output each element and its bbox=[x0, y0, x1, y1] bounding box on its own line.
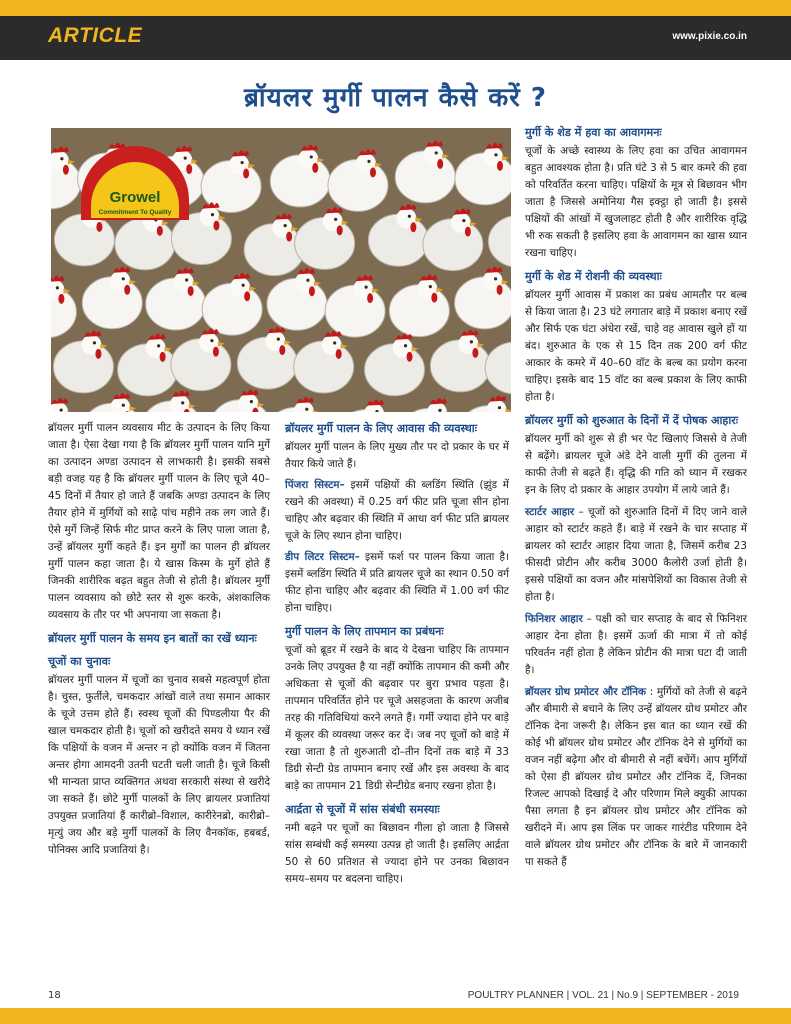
chickens-illustration bbox=[51, 128, 511, 412]
housing-paragraph: ब्रॉयलर मुर्गी पालन के लिए मुख्य तौर पर दो प्रकार के घर में तैयार किये जाते हैं। bbox=[285, 441, 509, 470]
heading-chicks: चूजों का चुनावः bbox=[48, 655, 111, 668]
cage-system-text: इसमें पक्षियों की ब्लडिंग स्थिति (झुंड में रखने की अवस्था) में 0.25 वर्ग फीट प्रति चूजा सीन होना चाहिए और बढ़वार की स्थिति में आधा वर्ग फीट प्रति ब्रायलर चूजे के लिए स्थान होना चाहिए। bbox=[285, 479, 509, 542]
air-paragraph: चूजों के अच्छे स्वास्थ्य के लिए हवा का उचित आवागमन बहुत आवश्यक होता है। प्रति घंटे 3 से 5 बार कमरे की हवा को परिवर्तित करना चाहिए। पक्षियों के मूत्र से बिछावन भीग जाता है जिससे अमोनिया गैस इक्ट्ठा हो जाती है। इससे पक्षियों की आंखों में खुजलाहट होती है और शारीरिक वृद्धि भी रुक सकती है इसलिए हवा के आवागमन का खास ध्यान रखना चाहिए। bbox=[525, 145, 747, 259]
cage-system-paragraph bbox=[285, 477, 509, 545]
column-3 bbox=[525, 124, 747, 871]
section-label: ARTICLE bbox=[48, 24, 143, 47]
starter-label: स्टार्टर आहार bbox=[525, 506, 575, 518]
finisher-paragraph bbox=[525, 611, 747, 679]
starter-text: – चूजों को शुरुआति दिनों में दिए जाने वाले आहार को स्टार्टर कहते हैं। बाड़े में रखने के चार सप्ताह में ब्रायलर को स्टार्टर आहार दिया जाता है, जिसमें करीब 23 फीसदी प्रोटीन और करीब 3000 कैलोरी उर्जा होती है। इससे पक्षियों का वजन और मांसपेशियों का विकास तेजी से होता है। bbox=[525, 506, 748, 603]
website-url[interactable]: www.pixie.co.in bbox=[672, 31, 747, 42]
heading-temperature: मुर्गी पालन के लिए तापमान का प्रबंधनः bbox=[285, 625, 444, 638]
chickens-photo bbox=[51, 128, 511, 412]
temperature-paragraph: चूजों को ब्रूडर में रखने के बाद ये देखना चाहिए कि तापमान उनके लिए उपयुक्त है या नहीं क्योंकि तापमान की कमी और अधिकता से चूजों की बढ़वार पर बुरा प्रभाव पड़ता है। तापमान परिवर्तित होने पर चूजे असहजता के कारण अजीब तरह की गतिविधियां करने लगते हैं। गर्मी ज्यादा होने पर बाड़े में कूलर की व्यवस्था जरूर कर दें। जब नए चूजों को बाड़े में रखा जाता है तो शुरुआती दो–तीन दिनों तक बाड़े में 33 डिग्री सेन्टी ग्रेड तापमान बनाए रखें और इस अवस्था के बाद बाड़े का तापमान 21 डिग्री सेन्टीग्रेड बनाए रखना होता है। bbox=[285, 644, 509, 792]
finisher-label: फिनिशर आहार bbox=[525, 613, 583, 625]
cage-system-label: पिंजरा सिस्टम– bbox=[285, 479, 345, 491]
column-2 bbox=[285, 420, 509, 888]
heading-points: ब्रॉयलर मुर्गी पालन के समय इन बातों का रखें ध्यानः bbox=[48, 632, 257, 645]
finisher-text: – पक्षी को चार सप्ताह के बाद से फिनिशर आहार देना होता है। इसमें ऊर्जा की मात्रा में तो कोई परिवर्तन नहीं होता है लेकिन प्रोटीन की मात्रा घटा दी जाती है। bbox=[525, 613, 748, 676]
issue-info: POULTRY PLANNER | VOL. 21 | No.9 | SEPTEMBER - 2019 bbox=[467, 990, 739, 1001]
heading-light: मुर्गी के शेड में रोशनी की व्यवस्थाः bbox=[525, 270, 662, 283]
page-footer bbox=[0, 986, 791, 1008]
starter-paragraph bbox=[525, 504, 747, 606]
bottom-accent-bar bbox=[0, 1008, 791, 1024]
deep-litter-text: इसमें फर्श पर पालन किया जाता है। इसमें ब्लडिंग स्थिति में प्रति ब्रायलर चूजे का स्थान 0.50 वर्ग फीट होना चाहिए और बढ़वार की स्थिति में 1.00 वर्ग फीट होना चाहिए। bbox=[285, 551, 509, 614]
heading-housing: ब्रॉयलर मुर्गी पालन के लिए आवास की व्यवस्थाः bbox=[285, 422, 477, 435]
chicks-paragraph: ब्रॉयलर मुर्गी पालन में चूजों का चुनाव सबसे महत्वपूर्ण होता है। चुस्त, फुर्तीले, चमकदार आंखों वाले तथा समान आकार के चूजे उत्तम होते हैं। स्वस्थ चूजों की पिण्डलीया पैर की खाल चमकदार होती है। चूजों को खरीदते समय ये ध्यान रखें कि पक्षियों के वजन में अन्तर न हो क्योंकि वजन में जितना अन्तर होगा आमदनी उतनी घटती चली जाती है। चूजे किसी भी मान्यता प्राप्त व्यक्तिगत अथवा सरकारी संस्था से खरीदे जा सकते हैं। छोटे मुर्गी पालकों के लिए ब्रायलर प्रजातियां उपयुक्त प्रजातियां हैं कारीब्रो–विशाल, कारीरेनब्रो, कारीब्रो– मृत्युं जय और बड़े मुर्गी पालकों के लिए वैनकॉक, हबबर्ड, पोनिक्स आदि प्रजातियां है। bbox=[48, 674, 270, 856]
heading-feed: ब्रॉयलर मुर्गी को शुरुआत के दिनों में दें पोषक आहारः bbox=[525, 414, 739, 427]
logo-brand: Growel bbox=[109, 189, 161, 206]
column-1 bbox=[48, 420, 270, 859]
logo-tagline: Commitment To Quality bbox=[98, 209, 172, 216]
light-paragraph: ब्रॉयलर मुर्गी आवास में प्रकाश का प्रबंध आमतौर पर बल्ब से किया जाता है। 23 घंटे लगातार बाड़े में प्रकाश बनाए रखें और सिर्फ एक घंटा अंधेरा रखें, चाहे वह आवास खुले हों या बंद। शुरुआत के एक से 15 दिन तक 200 वर्ग फीट आकार के कमरे में 40–60 वॉट के बल्ब का प्रयोग करना चाहिए। इसके बाद 15 वॉट का बल्ब प्रकाश के लिए काफी होता है। bbox=[525, 289, 747, 403]
humidity-paragraph: नमी बढ़ने पर चूजों का बिछावन गीला हो जाता है जिससे सांस सम्बंधी कई समस्या उत्पन्न हो जाती है। इसलिए आर्द्रता 50 से 60 प्रतिशत से ज्यादा होने पर उनका बिछावन समय–समय पर बदलना चाहिए। bbox=[285, 822, 509, 885]
feed-paragraph: ब्रॉयलर मुर्गी को शुरू से ही भर पेट खिलाएं जिससे वे तेजी से बढ़ेंगे। ब्रायलर चूजे अंडे देने वाली मुर्गी की तुलना में काफी तेजी से बढ़ते हैं। वृद्धि की गति को ध्यान में रखकर इन के लिए दो प्रकार के आहार उपयोग में लाये जाते हैं। bbox=[525, 433, 747, 496]
heading-humidity: आर्द्रता से चूजों में सांस संबंधी समस्याः bbox=[285, 803, 440, 816]
promoter-text: : मुर्गियों को तेजी से बढ़ने और बीमारी से बचाने के लिए उन्हें ब्रॉयलर ग्रोथ प्रमोटर और टॉनिक देना जरूरी है। लेकिन इस बात का ध्यान रखें की कोई भी ब्रॉयलर ग्रोथ प्रमोटर और टॉनिक देने से मुर्गियों का वजन नहीं बढ़ेगा और वो बीमारी से नहीं बचेंगें। आप मुर्गियों को ऐसा ही ब्रॉयलर ग्रोथ प्रमोटर और टॉनिक दें, जिनका रिजल्ट आपको दिखाई दे और परिणाम मिले क्युकी आपका पैसा लगता है इन ब्रॉयलर ग्रोथ प्रमोटर और टॉनिक को खरीदने में। आप इस लिंक पर जाकर गारंटीड परिणाम देने वाले ब्रॉयलर ग्रोथ प्रमोटर और टॉनिक के बारे में जानकारी पा सकते हैं bbox=[525, 686, 748, 868]
promoter-label: ब्रॉयलर ग्रोथ प्रमोटर और टॉनिक bbox=[525, 686, 646, 698]
heading-air: मुर्गी के शेड में हवा का आवागमनः bbox=[525, 126, 662, 139]
deep-litter-paragraph bbox=[285, 549, 509, 617]
promoter-paragraph bbox=[525, 684, 747, 871]
deep-litter-label: डीप लिटर सिस्टम– bbox=[285, 551, 360, 563]
page-number: 18 bbox=[48, 990, 61, 1001]
intro-paragraph: ब्रॉयलर मुर्गी पालन व्यवसाय मीट के उत्पादन के लिए किया जाता है। ऐसा देखा गया है कि ब्रॉयलर मुर्गी पालन यानि मुर्गे का उत्पादन अण्डा उत्पादन से लाभकारी है। इसकी सबसे बड़ी वजह यह है कि ब्रॉयलर मुर्गी पालन के लिए चूजे 40–45 दिनों में तैयार हो जाते हैं जबकि अण्डा उत्पादन के लिए तैयार होने में मुर्गियों को साढ़े पांच महीने तक लग जाते हैं। ऐसे मुर्गे जिन्हें सिर्फ मीट प्राप्त करने के लिए पाला जाता है, उन्हें ब्रॉयलर मुर्गी कहते हैं। इन मुर्गों का पालन ही ब्रॉयलर मुर्गी पालन कहा जाता है। ये खास किस्म के मुर्गे होते हैं जिनकी शारीरिक बढ़त बहुत तेजी से होती है। ब्रॉयलर मुर्गी पालन व्यवसाय को छोटे स्तर से शुरू करके, अंशकालिक व्यवसाय के तौर पर भी अपनाया जा सकता है। bbox=[48, 422, 270, 621]
top-accent-bar bbox=[0, 0, 791, 16]
article-title: ब्रॉयलर मुर्गी पालन कैसे करें ? bbox=[244, 83, 547, 113]
page-header bbox=[0, 16, 791, 60]
